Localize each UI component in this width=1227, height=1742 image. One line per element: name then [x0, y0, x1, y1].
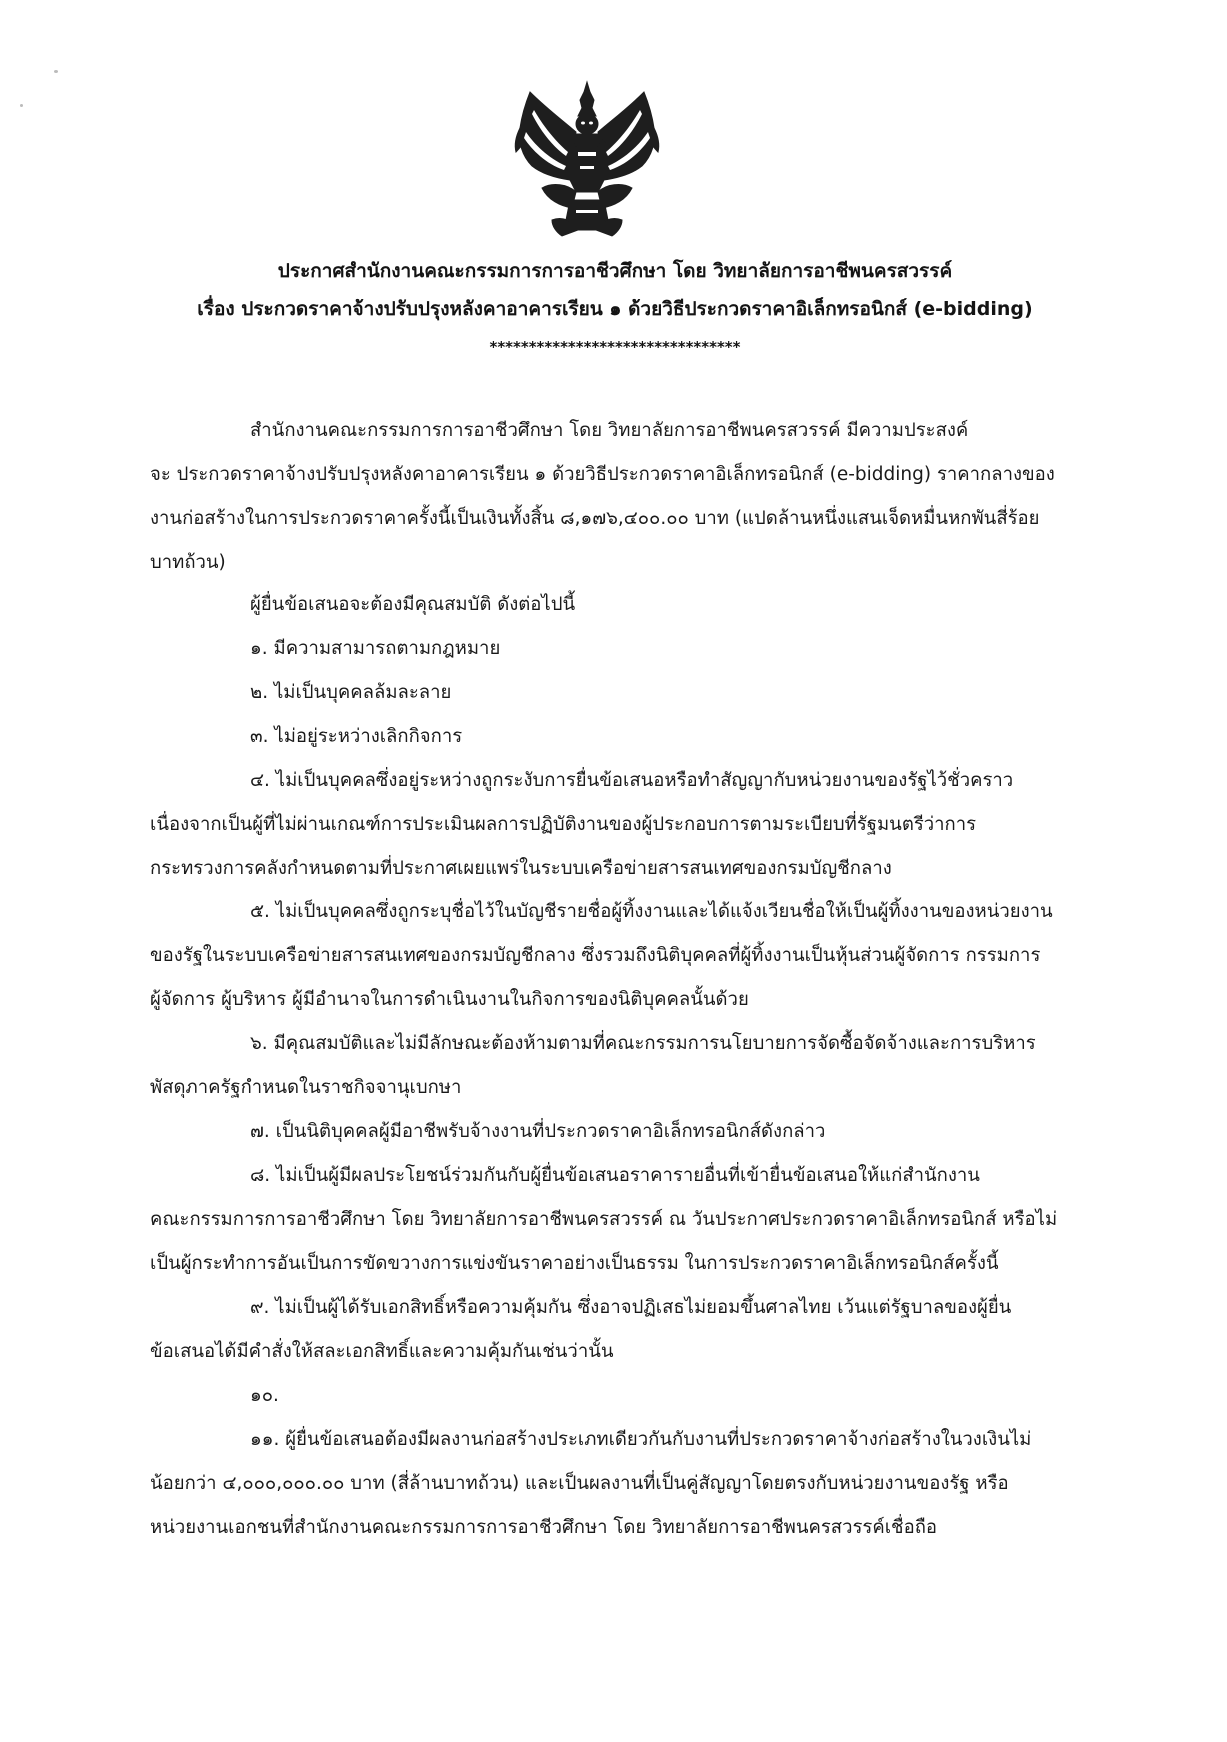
paragraph-line: ผู้จัดการ ผู้บริหาร ผู้มีอำนาจในการดำเนินงานในกิจการของนิติบุคคลนั้นด้วย: [150, 989, 749, 1010]
paragraph-line: บาทถ้วน): [150, 552, 226, 573]
scan-speck: [54, 70, 58, 73]
paragraph-line: พัสดุภาครัฐกำหนดในราชกิจจานุเบกษา: [150, 1077, 462, 1098]
list-item: ๖. มีคุณสมบัติและไม่มีลักษณะต้องห้ามตามที่คณะกรรมการนโยบายการจัดซื้อจัดจ้างและการบริหาร: [250, 1033, 1036, 1054]
paragraph-line: น้อยกว่า ๔,๐๐๐,๐๐๐.๐๐ บาท (สี่ล้านบาทถ้วน) และเป็นผลงานที่เป็นคู่สัญญาโดยตรงกับหน่วยงานของรัฐ หรือ: [150, 1473, 1009, 1494]
paragraph-line: เป็นผู้กระทำการอันเป็นการขัดขวางการแข่งขันราคาอย่างเป็นธรรม ในการประกวดราคาอิเล็กทรอนิกส์ครั้งนี้: [150, 1253, 999, 1274]
paragraph-line: เนื่องจากเป็นผู้ที่ไม่ผ่านเกณฑ์การประเมินผลการปฏิบัติงานของผู้ประกอบการตามระเบียบที่รัฐมนตรีว่าการ: [150, 814, 977, 835]
paragraph-line: จะ ประกวดราคาจ้างปรับปรุงหลังคาอาคารเรียน ๑ ด้วยวิธีประกวดราคาอิเล็กทรอนิกส์ (e-bidding) ราคากลางของ: [150, 464, 1055, 485]
paragraph-line: ของรัฐในระบบเครือข่ายสารสนเทศของกรมบัญชีกลาง ซึ่งรวมถึงนิติบุคคลที่ผู้ทิ้งงานเป็นหุ้นส่วนผู้จัดการ กรรมการ: [150, 945, 1041, 966]
paragraph-line: หน่วยงานเอกชนที่สำนักงานคณะกรรมการการอาชีวศึกษา โดย วิทยาลัยการอาชีพนครสวรรค์เชื่อถือ: [150, 1517, 938, 1538]
paragraph-line: ข้อเสนอได้มีคำสั่งให้สละเอกสิทธิ์และความคุ้มกันเช่นว่านั้น: [150, 1341, 614, 1362]
list-item: ๗. เป็นนิติบุคคลผู้มีอาชีพรับจ้างงานที่ประกวดราคาอิเล็กทรอนิกส์ดังกล่าว: [250, 1121, 826, 1142]
paragraph-line: คณะกรรมการการอาชีวศึกษา โดย วิทยาลัยการอาชีพนครสวรรค์ ณ วันประกาศประกวดราคาอิเล็กทรอนิกส์ หรือไม่: [150, 1209, 1058, 1230]
scan-speck: [20, 104, 23, 107]
list-item: ๑. มีความสามารถตามกฎหมาย: [250, 638, 501, 659]
list-item: ๙. ไม่เป็นผู้ได้รับเอกสิทธิ์หรือความคุ้มกัน ซึ่งอาจปฏิเสธไม่ยอมขึ้นศาลไทย เว้นแต่รัฐบาลของผู้ยื่น: [250, 1297, 1012, 1318]
list-item: ๑๑. ผู้ยื่นข้อเสนอต้องมีผลงานก่อสร้างประเภทเดียวกันกับงานที่ประกวดราคาจ้างก่อสร้างในวงเงินไม่: [250, 1429, 1032, 1450]
list-item: ๔. ไม่เป็นบุคคลซึ่งอยู่ระหว่างถูกระงับการยื่นข้อเสนอหรือทำสัญญากับหน่วยงานของรัฐไว้ชั่วคราว: [250, 770, 1014, 791]
garuda-emblem-icon: [512, 80, 662, 238]
paragraph-line: งานก่อสร้างในการประกวดราคาครั้งนี้เป็นเงินทั้งสิ้น ๘,๑๗๖,๔๐๐.๐๐ บาท (แปดล้านหนึ่งแสนเจ็ดหมื่นหกพันสี่ร้อย: [150, 508, 1040, 529]
list-item: ๕. ไม่เป็นบุคคลซึ่งถูกระบุชื่อไว้ในบัญชีรายชื่อผู้ทิ้งงานและได้แจ้งเวียนชื่อให้เป็นผู้ทิ้งงานของหน่วยงาน: [250, 901, 1053, 922]
document-title: ประกาศสำนักงานคณะกรรมการการอาชีวศึกษา โดย วิทยาลัยการอาชีพนครสวรรค์: [277, 260, 953, 282]
list-item: ๘. ไม่เป็นผู้มีผลประโยชน์ร่วมกันกับผู้ยื่นข้อเสนอราคารายอื่นที่เข้ายื่นข้อเสนอให้แก่สำนักงาน: [250, 1165, 980, 1186]
list-item: ๒. ไม่เป็นบุคคลล้มละลาย: [250, 682, 452, 703]
paragraph-line: สำนักงานคณะกรรมการการอาชีวศึกษา โดย วิทยาลัยการอาชีพนครสวรรค์ มีความประสงค์: [250, 420, 969, 441]
list-item: ๓. ไม่อยู่ระหว่างเลิกกิจการ: [250, 726, 463, 747]
title-separator: ********************************: [489, 338, 741, 356]
paragraph-line: ผู้ยื่นข้อเสนอจะต้องมีคุณสมบัติ ดังต่อไปนี้: [250, 594, 576, 615]
document-subject: เรื่อง ประกวดราคาจ้างปรับปรุงหลังคาอาคารเรียน ๑ ด้วยวิธีประกวดราคาอิเล็กทรอนิกส์ (e-bidding): [197, 298, 1033, 320]
paragraph-line: กระทรวงการคลังกำหนดตามที่ประกาศเผยแพร่ในระบบเครือข่ายสารสนเทศของกรมบัญชีกลาง: [150, 858, 892, 879]
list-item: ๑๐.: [250, 1385, 279, 1406]
